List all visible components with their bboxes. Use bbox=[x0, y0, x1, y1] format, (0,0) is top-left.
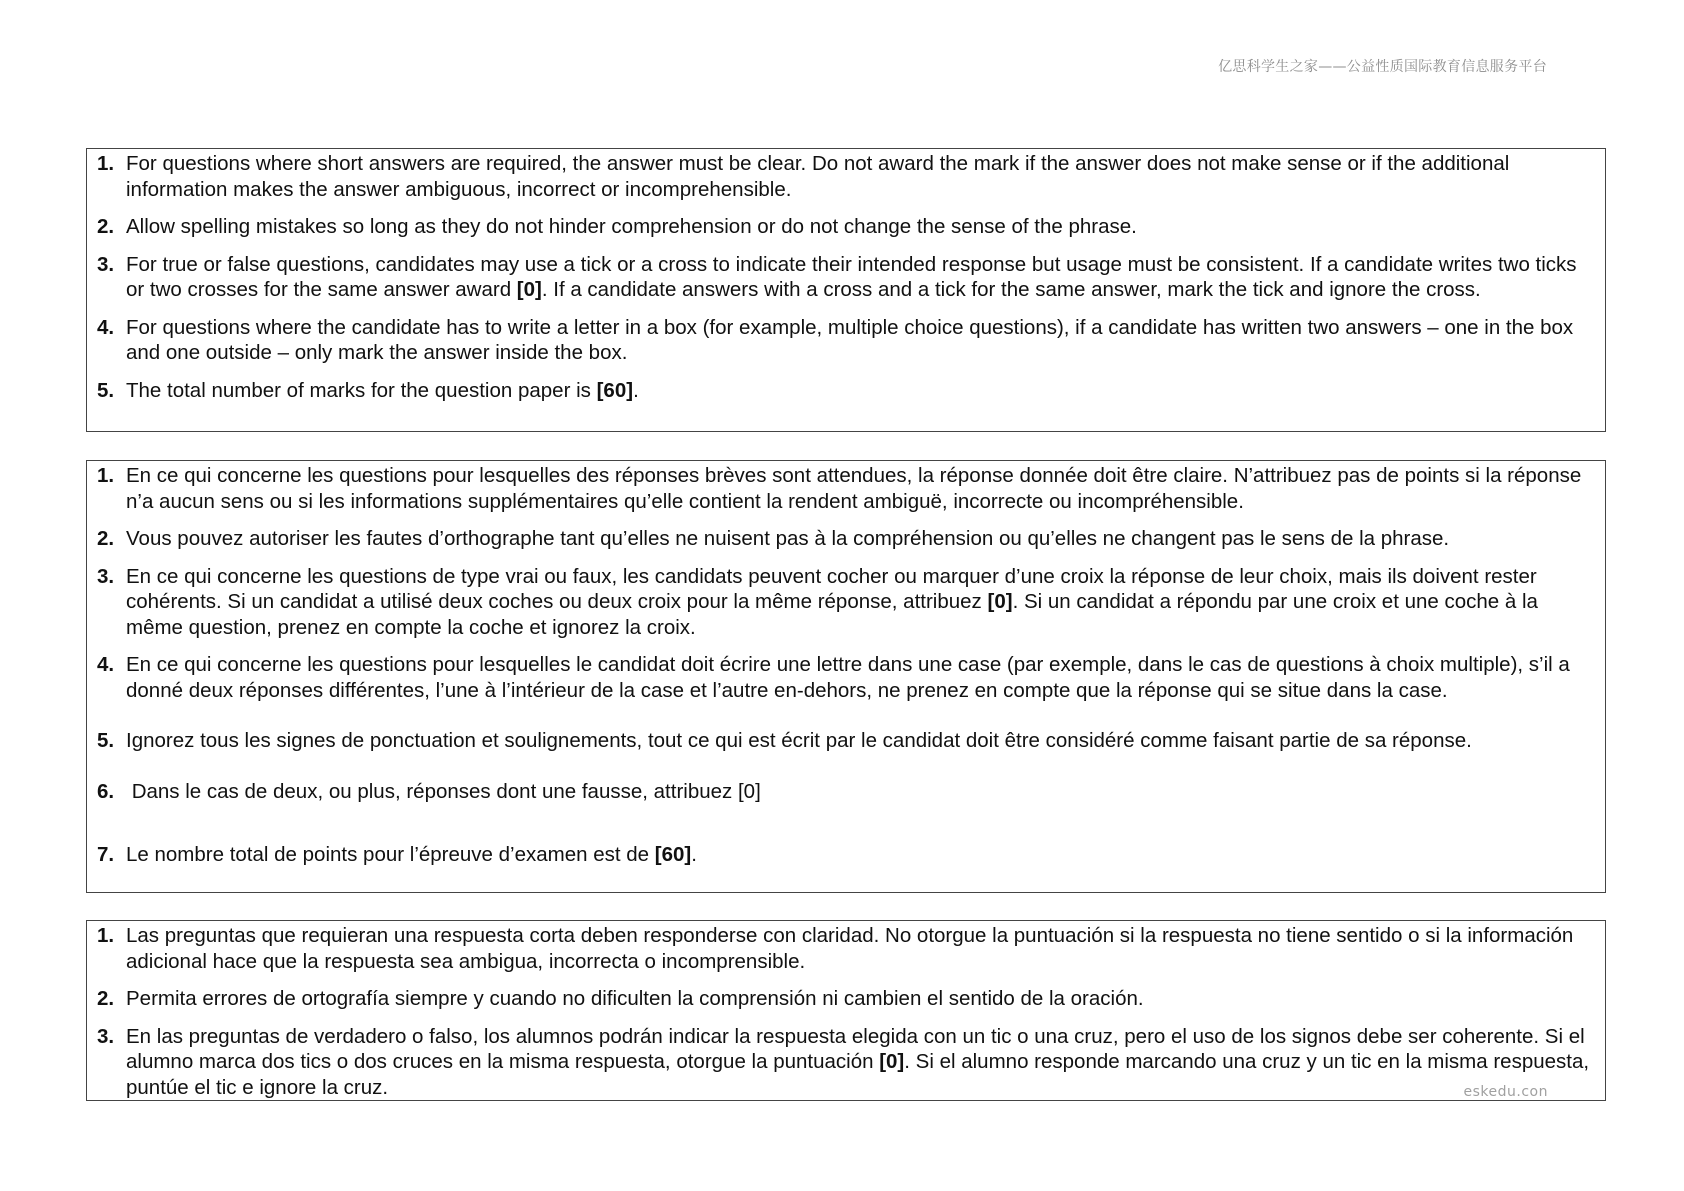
item-text bbox=[126, 842, 1591, 868]
text-part: En ce qui concerne les questions de type vrai ou faux, les candidats peuvent cocher ou marquer d’une croix la réponse de leur choix, mais ils doivent rester cohérents. Si un candidat a utilisé deux coches ou deux croix pour la même réponse, attribuez bbox=[126, 564, 1537, 613]
list-item bbox=[97, 986, 1591, 1012]
item-number: 3. bbox=[97, 564, 115, 588]
list-item bbox=[97, 842, 1591, 868]
list-item bbox=[97, 463, 1591, 514]
text-part: En las preguntas de verdadero o falso, los alumnos podrán indicar la respuesta elegida con un tic o una cruz, pero el uso de los signos debe ser coherente. Si el alumno marca dos tics o dos cruces en la misma respuesta, otorgue la puntuación bbox=[126, 1024, 1585, 1073]
list-item bbox=[97, 378, 1591, 404]
list-item bbox=[97, 526, 1591, 552]
item-number: 2. bbox=[97, 527, 115, 550]
text-part: The total number of marks for the question paper is bbox=[126, 378, 597, 402]
text-part: Le nombre total de points pour l’épreuve d’examen est de bbox=[126, 843, 655, 866]
item-number: 2. bbox=[97, 987, 115, 1010]
mark-value: [60] bbox=[654, 843, 692, 866]
item-text: Las preguntas que requieran una respuesta corta deben responderse con claridad. No otorgue la puntuación si la respuesta no tiene sentido o si la información adicional hace que la respuesta sea ambigua, incorrecta o incomprensible. bbox=[126, 924, 1574, 973]
item-number: 7. bbox=[97, 843, 115, 866]
text-part: . bbox=[691, 843, 697, 866]
french-instructions-box bbox=[86, 460, 1606, 893]
item-number: 3. bbox=[97, 1024, 115, 1048]
item-number: 1. bbox=[97, 924, 115, 947]
item-text bbox=[126, 252, 1591, 303]
list-item bbox=[97, 252, 1591, 303]
item-number: 4. bbox=[97, 315, 115, 339]
header-note: 亿思科学生之家——公益性质国际教育信息服务平台 bbox=[1218, 59, 1547, 75]
list-item bbox=[97, 728, 1591, 754]
list-item bbox=[97, 564, 1591, 641]
item-number: 5. bbox=[97, 729, 115, 752]
item-text: For questions where short answers are required, the answer must be clear. Do not award the mark if the answer does not make sense or if the additional information makes the answer ambiguous, incorrect or incomprehensible. bbox=[126, 152, 1510, 201]
item-number: 3. bbox=[97, 252, 115, 276]
english-instructions-box bbox=[86, 148, 1606, 432]
mark-value: [0] bbox=[516, 278, 542, 301]
item-number: 6. bbox=[97, 779, 115, 803]
item-text: En ce qui concerne les questions pour lesquelles le candidat doit écrire une lettre dans une case (par exemple, dans le cas de questions à choix multiple), s’il a donné deux réponses différentes, l’une à l’intérieur de la case et l’autre en-dehors, ne prenez en compte que la réponse qui se situe dans la case. bbox=[126, 653, 1570, 702]
item-text bbox=[126, 564, 1591, 641]
text-part: . If a candidate answers with a cross and a tick for the same answer, mark the tick and ignore the cross. bbox=[541, 278, 1481, 301]
mark-value: [0] bbox=[879, 1050, 905, 1073]
item-text bbox=[126, 1024, 1591, 1101]
list-item bbox=[97, 315, 1591, 366]
list-item bbox=[97, 151, 1591, 202]
item-text: En ce qui concerne les questions pour lesquelles des réponses brèves sont attendues, la réponse donnée doit être claire. N’attribuez pas de points si la réponse n’a aucun sens ou si les informations supplémentaires qu’elle contient la rendent ambiguë, incorrecte ou incompréhensible. bbox=[126, 464, 1582, 513]
watermark: eskedu.con bbox=[1463, 1084, 1548, 1100]
list-item bbox=[97, 652, 1591, 703]
mark-value: [60] bbox=[596, 378, 634, 402]
mark-value: [0] bbox=[987, 590, 1013, 613]
text-part: For true or false questions, candidates may use a tick or a cross to indicate their intended response but usage must be consistent. If a candidate writes two ticks or two crosses for the same answer award bbox=[126, 252, 1577, 301]
item-number: 2. bbox=[97, 215, 115, 238]
text-part: . bbox=[633, 378, 639, 402]
item-number: 1. bbox=[97, 464, 115, 487]
spanish-instructions-box bbox=[86, 920, 1606, 1101]
text-part: . Si un candidat a répondu par une croix et une coche à la même question, prenez en compte la coche et ignorez la croix. bbox=[126, 590, 1538, 639]
item-text bbox=[126, 378, 1591, 404]
item-number: 4. bbox=[97, 653, 115, 676]
list-item bbox=[97, 923, 1591, 974]
item-text: Allow spelling mistakes so long as they do not hinder comprehension or do not change the sense of the phrase. bbox=[126, 215, 1137, 238]
item-text: Ignorez tous les signes de ponctuation et soulignements, tout ce qui est écrit par le candidat doit être considéré comme faisant partie de sa réponse. bbox=[126, 729, 1472, 752]
text-part: . Si el alumno responde marcando una cruz y un tic en la misma respuesta, puntúe el tic e ignore la cruz. bbox=[126, 1050, 1590, 1099]
item-text: Vous pouvez autoriser les fautes d’orthographe tant qu’elles ne nuisent pas à la compréhension ou qu’elles ne changent pas le sens de la phrase. bbox=[126, 527, 1450, 550]
item-number: 5. bbox=[97, 378, 115, 402]
item-text: Dans le cas de deux, ou plus, réponses dont une fausse, attribuez [0] bbox=[126, 779, 761, 803]
list-item bbox=[97, 1024, 1591, 1101]
list-item bbox=[97, 214, 1591, 240]
list-item bbox=[97, 779, 1591, 805]
item-text: For questions where the candidate has to write a letter in a box (for example, multiple choice questions), if a candidate has written two answers – one in the box and one outside – only mark the answer inside the box. bbox=[126, 315, 1574, 364]
item-number: 1. bbox=[97, 152, 115, 175]
item-text: Permita errores de ortografía siempre y cuando no dificulten la comprensión ni cambien el sentido de la oración. bbox=[126, 987, 1144, 1010]
